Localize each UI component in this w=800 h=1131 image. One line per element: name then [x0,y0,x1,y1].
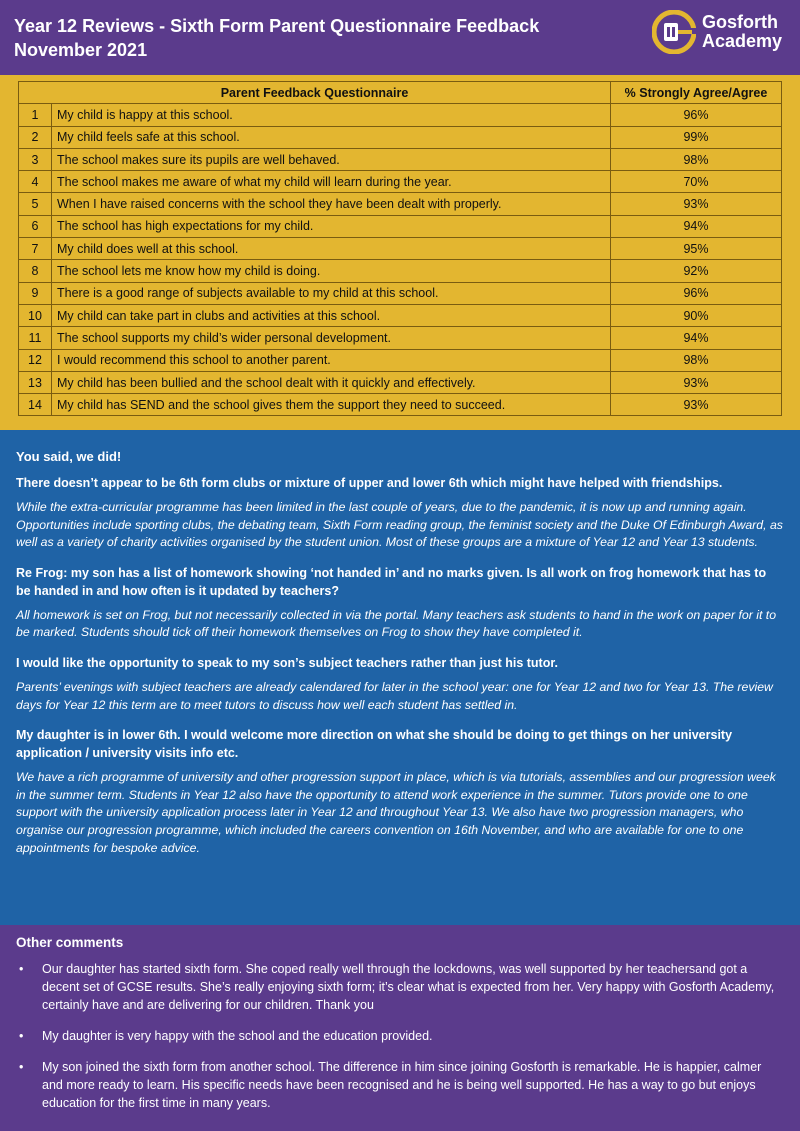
qa-answer: Parents’ evenings with subject teachers are already calendared for later in the school year: one for Year 12 and two for Year 13. The review days for Year 12 this term are to meet tutors to discuss how well each student has settled in. [16,679,773,712]
logo-text [702,13,782,51]
question-cell: My child has been bullied and the school dealt with it quickly and effectively. [52,371,611,393]
bullet-icon: • [19,962,24,976]
table-row [19,126,782,148]
question-cell: The school supports my child’s wider personal development. [52,327,611,349]
table-row [19,238,782,260]
question-cell: The school lets me know how my child is doing. [52,260,611,282]
question-cell: My child is happy at this school. [52,104,611,126]
percent-cell: 93% [611,394,782,416]
row-number: 3 [19,148,52,170]
comment-text: My son joined the sixth form from another school. The difference in him since joining Gosforth is remarkable. He is happier, calmer and more ready to learn. His specific needs have been recognised and he is being well supported. He has a way to go but enjoys education for the first time in many years. [42,1060,762,1110]
percent-cell: 93% [611,371,782,393]
qa-question: Re Frog: my son has a list of homework showing ‘not handed in’ and no marks given. Is all work on frog homework that has to be handed in and how often is it updated by teachers? [16,565,767,598]
question-cell: The school makes sure its pupils are well behaved. [52,148,611,170]
table-row [19,171,782,193]
question-cell: My child can take part in clubs and activities at this school. [52,304,611,326]
row-number: 9 [19,282,52,304]
row-number: 11 [19,327,52,349]
table-row [19,371,782,393]
row-number: 13 [19,371,52,393]
row-number: 6 [19,215,52,237]
percent-cell: 99% [611,126,782,148]
row-number: 1 [19,104,52,126]
question-cell: The school has high expectations for my child. [52,215,611,237]
other-comments-section [0,925,800,1131]
title-line-2: November 2021 [14,40,148,60]
gosforth-crest-icon [652,10,696,54]
qa-question: I would like the opportunity to speak to my son’s subject teachers rather than just his tutor. [16,655,558,670]
bullet-icon: • [19,1060,24,1074]
percent-cell: 94% [611,215,782,237]
row-number: 12 [19,349,52,371]
percent-cell: 98% [611,148,782,170]
percent-cell: 93% [611,193,782,215]
qa-item [16,726,784,857]
question-cell: My child feels safe at this school. [52,126,611,148]
row-number: 10 [19,304,52,326]
percent-cell: 96% [611,282,782,304]
row-number: 5 [19,193,52,215]
other-comments-heading: Other comments [16,935,124,950]
table-row [19,349,782,371]
list-item [16,960,784,1014]
questionnaire-table [18,81,782,416]
question-cell: My child has SEND and the school gives them the support they need to succeed. [52,394,611,416]
list-item [16,1027,784,1045]
table-row [19,215,782,237]
table-row [19,304,782,326]
table-row [19,282,782,304]
row-number: 14 [19,394,52,416]
qa-answer: We have a rich programme of university and other progression support in place, which is via tutorials, assemblies and our progression week in the summer term. Students in Year 12 also have the opportunity to attend work experience in the summer. Tutors provide one to one support with the university application process later in Year 12 and throughout Year 13. We also have two progression managers, who organise our progression programme, which included the careers convention on 16th November, and who are available for one to one appointments for bespoke advice. [16,770,776,855]
comment-text: Our daughter has started sixth form. She coped really well through the lockdowns, was well supported by her teachersand got a decent set of GCSE results. She’s really enjoying sixth form; it’s clear what is expected from her. Very happy with Gosforth Academy, certainly have and are delivering for our children. Thank you [42,962,775,1012]
page-title [14,14,539,62]
percent-cell: 92% [611,260,782,282]
school-logo [652,10,782,54]
title-line-1: Year 12 Reviews - Sixth Form Parent Questionnaire Feedback [14,16,540,36]
percent-cell: 70% [611,171,782,193]
percent-cell: 98% [611,349,782,371]
you-said-heading: You said, we did! [16,449,122,464]
question-cell: The school makes me aware of what my child will learn during the year. [52,171,611,193]
logo-line-2: Academy [701,31,782,51]
row-number: 4 [19,171,52,193]
comment-text: My daughter is very happy with the school and the education provided. [42,1029,433,1043]
list-item [16,1058,784,1112]
row-number: 8 [19,260,52,282]
comments-list [16,960,784,1112]
question-column-header: Parent Feedback Questionnaire [19,82,611,104]
you-said-we-did-section [0,430,800,925]
percent-cell: 90% [611,304,782,326]
percent-column-header: % Strongly Agree/Agree [611,82,782,104]
row-number: 2 [19,126,52,148]
qa-item [16,474,784,552]
question-cell: When I have raised concerns with the school they have been dealt with properly. [52,193,611,215]
percent-cell: 96% [611,104,782,126]
qa-item [16,654,784,714]
bullet-icon: • [19,1029,24,1043]
question-cell: There is a good range of subjects available to my child at this school. [52,282,611,304]
question-cell: I would recommend this school to another parent. [52,349,611,371]
percent-cell: 95% [611,238,782,260]
table-row [19,193,782,215]
table-row [19,394,782,416]
question-cell: My child does well at this school. [52,238,611,260]
table-row [19,327,782,349]
table-header-row [19,82,782,104]
logo-line-1: Gosforth [701,12,778,32]
table-row [19,104,782,126]
qa-answer: While the extra-curricular programme has been limited in the last couple of years, due to the pandemic, it is now up and running again. Opportunities include sporting clubs, the debating team, Sixth Form reading group, the feminist society and the Duke Of Edinburgh Award, as well as a variety of charity activities organised by the student union. Most of these groups are a mixture of Year 12 and Year 13 students. [16,500,783,550]
qa-item [16,564,784,642]
table-row [19,148,782,170]
qa-answer: All homework is set on Frog, but not necessarily collected in via the portal. Many teachers ask students to hand in the work on paper for it to be marked. Students should tick off their homework themselves on Frog to show they have completed it. [16,607,777,640]
page-header [0,0,800,75]
percent-cell: 94% [611,327,782,349]
qa-question: My daughter is in lower 6th. I would welcome more direction on what she should be doing to get things on her university application / university visits info etc. [16,728,733,761]
table-row [19,260,782,282]
qa-question: There doesn’t appear to be 6th form clubs or mixture of upper and lower 6th which might have helped with friendships. [16,476,723,490]
row-number: 7 [19,238,52,260]
